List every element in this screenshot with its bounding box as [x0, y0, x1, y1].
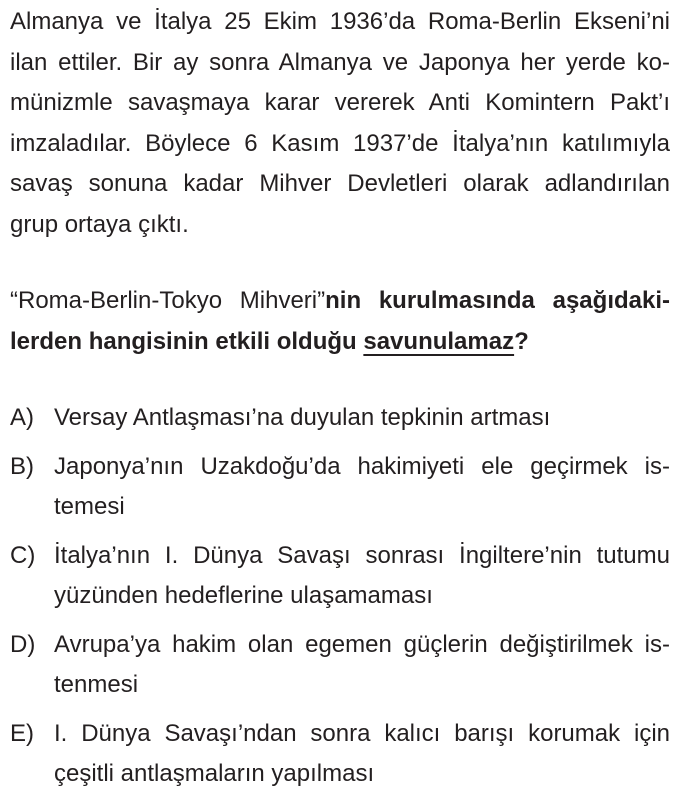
option-line: I. Dünya Savaşı’ndan sonra kalıcı barışı korumak için [54, 720, 670, 747]
option-letter: E) [10, 720, 34, 747]
passage-line: savaş sonuna kadar Mihver Devletleri olarak adlandırılan [10, 170, 670, 197]
passage [10, 2, 670, 245]
passage-line: imzaladılar. Böylece 6 Kasım 1937’de İtalya’nın katılımıyla [10, 129, 670, 157]
option-line: İtalya’nın I. Dünya Savaşı sonrası İngiltere’nin tutumu [54, 542, 670, 569]
passage-line: ilan ettiler. Bir ay sonra Almanya ve Japonya her yerde ko- [10, 48, 670, 76]
question-bold-text: lerden hangisinin etkili olduğu [10, 327, 364, 355]
option-line: çeşitli antlaşmaların yapılması [54, 760, 375, 787]
option-a[interactable] [10, 398, 670, 438]
question-stem [10, 281, 670, 362]
option-letter: B) [10, 453, 34, 480]
option-line: Japonya’nın Uzakdoğu’da hakimiyeti ele geçirmek is- [54, 453, 670, 480]
option-line: tenmesi [54, 671, 139, 698]
passage-line: Almanya ve İtalya 25 Ekim 1936’da Roma-Berlin Ekseni’ni [10, 8, 670, 35]
option-letter: A) [10, 404, 34, 431]
question-bold-text: nin kurulmasında aşağıdaki- [325, 287, 670, 314]
option-letter: C) [10, 542, 36, 569]
passage-line: münizmle savaşmaya karar vererek Anti Komintern Pakt’ı [10, 89, 670, 116]
option-line: Versay Antlaşması’na duyulan tepkinin artması [54, 404, 551, 431]
option-text [54, 398, 670, 438]
option-b[interactable] [10, 447, 670, 527]
question-quote: “Roma-Berlin-Tokyo Mihveri” [10, 287, 326, 314]
option-line: temesi [54, 493, 125, 520]
option-line: yüzünden hedeflerine ulaşamaması [54, 582, 433, 609]
option-e[interactable] [10, 714, 670, 794]
question-stem-line-2 [10, 322, 670, 363]
answer-options [10, 398, 670, 794]
question-mark: ? [514, 327, 529, 355]
option-text [54, 536, 670, 616]
passage-line: grup ortaya çıktı. [10, 210, 189, 238]
option-text [54, 447, 670, 527]
option-c[interactable] [10, 536, 670, 616]
question-stem-line-1 [10, 281, 670, 322]
option-letter: D) [10, 631, 36, 658]
option-text [54, 714, 670, 794]
option-d[interactable] [10, 625, 670, 705]
question-page [10, 0, 670, 803]
option-text [54, 625, 670, 705]
question-negative-keyword: savunulamaz [363, 327, 515, 355]
option-line: Avrupa’ya hakim olan egemen güçlerin değiştirilmek is- [54, 631, 670, 658]
